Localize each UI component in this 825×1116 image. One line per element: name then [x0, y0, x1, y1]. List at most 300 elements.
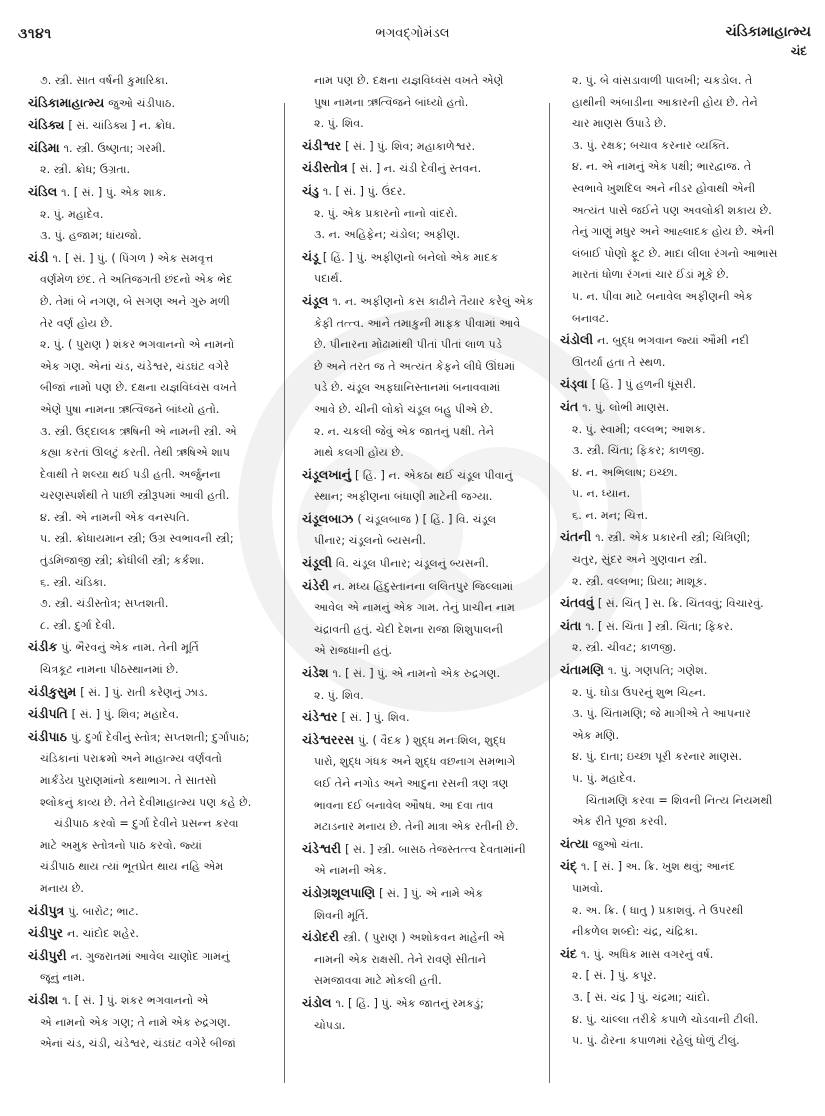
definition-text: ૭. સ્ત્રી. ચંડીસ્તોત્ર; સપ્તશતી.: [40, 597, 169, 611]
dictionary-entry-line: [560, 878, 810, 900]
definition-text: પું. દુર્ગા દેવીનું સ્તોત્ર; સપ્તશતી; દુર્ગાપાઠ;: [70, 730, 250, 744]
dictionary-entry-line: [28, 550, 276, 572]
dictionary-entry-line: [28, 572, 276, 594]
headword: ચંડૂલબાઝ: [302, 510, 354, 526]
dictionary-entry-line: [560, 419, 810, 441]
dictionary-entry-line: [560, 1009, 810, 1031]
definition-text: [ સં. ] પું. શિવ; મહાદેવ.: [71, 708, 179, 722]
dictionary-entry-line: [28, 70, 276, 92]
dictionary-entry-headline: [302, 838, 550, 861]
definition-text: [ હિં. ] પું. અફીણનો બનેલો એક માદક: [322, 250, 499, 264]
dictionary-entry-line: [28, 399, 276, 421]
definition-text: એક ગણ. એનાં ચંડ, ચંડેશ્વર, ચંડઘંટ વગેરે: [40, 359, 230, 373]
definition-text: [ સં. ] પું. શિવ.: [341, 711, 410, 725]
dictionary-entry-line: [28, 356, 276, 378]
dictionary-entry-line: [560, 440, 810, 462]
definition-text: ૧. [ હિં. ] પું. એક જાતનું રમકડું;: [335, 996, 484, 1010]
headword: ચંડીશ્વર: [302, 137, 342, 153]
dictionary-entry-line: [302, 773, 550, 795]
definition-text: ન. બુદ્ધ ભગવાન જ્યાં ઔમી નદી: [597, 334, 749, 348]
dictionary-entry-headline: [560, 943, 810, 966]
dictionary-entry-headline: [560, 659, 810, 682]
dictionary-entry-headline: [302, 246, 550, 269]
dictionary-entry-line: [302, 597, 550, 619]
dictionary-entry-headline: [560, 615, 810, 638]
dictionary-entry-line: [28, 313, 276, 335]
definition-text: હાથીની અંબાડીના આકારની હોય છે. તેને: [572, 95, 758, 109]
dictionary-entry-line: [28, 442, 276, 464]
dictionary-entry-line: [28, 593, 276, 615]
headword: ચંડૂ: [302, 248, 319, 264]
headword: ચંડૂલી: [302, 555, 332, 571]
dictionary-entry-headline: [302, 508, 550, 531]
definition-text: પામવો.: [572, 881, 604, 895]
dictionary-entry-headline: [28, 945, 276, 968]
dictionary-entry-headline: [560, 329, 810, 352]
dictionary-entry-line: [302, 399, 550, 421]
dictionary-entry-line: [28, 835, 276, 857]
definition-text: ૭. સ્ત્રી. સાત વર્ષની કુમારિકા.: [40, 74, 169, 87]
definition-text: [ સં. ચિંત્ ] સ. ક્રિ. ચિંતવવું; વિચારવું.: [597, 597, 764, 611]
definition-text: વિ. ચંડૂલ પીનાર; ચંડૂલનું બ્યસની.: [335, 557, 489, 571]
dictionary-entry-headline: [28, 181, 276, 204]
dictionary-entry-headline: [302, 926, 550, 949]
headword: ચંતામણિ: [560, 662, 604, 678]
definition-text: ૪. પું. દાતા; ઇચ્છા પૂરી કરનાર માણસ.: [572, 750, 742, 764]
definition-text: ૧. [ સં. ] પું. શંકર ભગવાનનો એ: [62, 993, 209, 1007]
dictionary-entry-headline: [302, 706, 550, 729]
dictionary-entry-headline: [302, 464, 550, 487]
definition-text: ૨. સ્ત્રી. ચીવટ; કાળજી.: [572, 641, 677, 655]
dictionary-entry-line: [560, 703, 810, 725]
dictionary-entry-line: [28, 269, 276, 291]
definition-text: એક રીતે પૂજા કરવી.: [572, 815, 668, 829]
dictionary-entry-line: [560, 811, 810, 833]
dictionary-entry-line: [28, 659, 276, 681]
dictionary-columns: [0, 70, 825, 1110]
definition-text: ૨. પું. શિવ.: [314, 688, 364, 702]
definition-text: ૩. સ્ત્રી. ચિંતા; ફિકર; કાળજી.: [572, 444, 705, 458]
dictionary-entry-headline: [302, 575, 550, 598]
dictionary-entry-line: [560, 921, 810, 943]
dictionary-entry-line: [28, 464, 276, 486]
dictionary-entry-line: [28, 377, 276, 399]
definition-text: જુઓ ચંડીપાઠ.: [108, 96, 175, 110]
definition-text: માટે અમુક સ્તોત્રનો પાઠ કરવો. જ્યાં: [40, 838, 202, 852]
dictionary-entry-line: [560, 571, 810, 593]
dictionary-entry-line: [302, 224, 550, 246]
definition-text: [ સં. ] ન. ચંડી દેવીનું સ્તવન.: [351, 162, 482, 176]
dictionary-entry-headline: [302, 992, 550, 1015]
headword: ચંડ્વા: [560, 376, 588, 392]
dictionary-entry-line: [560, 900, 810, 922]
definition-text: કહ્યા કરતાં ઊલટું કરતી. તેથી ઋષિએ શાપ: [40, 446, 231, 460]
dictionary-entry-headline: [560, 526, 810, 549]
dictionary-entry-headline: [28, 989, 276, 1012]
dictionary-entry-headline: [28, 922, 276, 945]
headword: ચંડિક્ય: [28, 117, 65, 133]
definition-text: શિવની મૂર્તિ.: [314, 908, 369, 922]
definition-text: માર્કંડેય પુરાણમાંનો કથાભાગ. તે સાતસો: [40, 774, 217, 787]
dictionary-entry-line: [302, 905, 550, 927]
definition-text: ૧. [ સં. ] પું. એક શાક.: [61, 185, 167, 199]
definition-text: એ રાજધાની હતું.: [314, 644, 392, 658]
definition-text: પારો, શુદ્ધ ગંધક અને શુદ્ધ વછનાગ સમભાગે: [314, 755, 516, 769]
dictionary-entry-line: [302, 92, 550, 114]
definition-text: ૧. પું. લોભી માણસ.: [582, 400, 670, 414]
dictionary-entry-line: [302, 1015, 550, 1037]
dictionary-entry-line: [560, 768, 810, 790]
dictionary-entry-headline: [28, 636, 276, 659]
definition-text: ૧. સ્ત્રી. ઉષ્ણતા; ગરમી.: [63, 141, 166, 155]
definition-text: [ સં. ચાંડિક્ય ] ન. ક્રોધ.: [68, 119, 176, 133]
definition-text: ૪. સ્ત્રી. એ નામની એક વનસ્પતિ.: [40, 510, 190, 524]
dictionary-entry-line: [560, 549, 810, 571]
dictionary-entry-line: [28, 334, 276, 356]
definition-text: સમજાવવા માટે મોકલી હતી.: [314, 974, 442, 988]
dictionary-entry-line: [28, 1033, 276, 1055]
definition-text: બનાવટ.: [572, 311, 610, 325]
dictionary-entry-line: [560, 352, 810, 374]
guide-word-last: ચંદ: [790, 44, 807, 58]
definition-text: એણે પુષા નામના ઋત્વિજને બાંધ્યો હતો.: [40, 402, 220, 416]
dictionary-entry-headline: [560, 592, 810, 615]
dictionary-entry-line: [302, 377, 550, 399]
dictionary-entry-line: [560, 987, 810, 1009]
definition-text: ૧. [ સં. ] અ. ક્રિ. ખુશ થવું; આનંદ: [581, 860, 736, 874]
definition-text: ૨. ન. ચકલી જેવું એક જાતનું પક્ષી. તેને: [314, 424, 495, 438]
dictionary-entry-headline: [28, 114, 276, 137]
dictionary-entry-headline: [560, 833, 810, 856]
definition-text: ચિત્રકૂટ નામના પીઠસ્થાનમાં છે.: [40, 663, 179, 677]
dictionary-entry-line: [302, 949, 550, 971]
definition-text: એક મણિ.: [572, 728, 619, 742]
dictionary-entry-headline: [302, 882, 550, 905]
dictionary-entry-line: [560, 790, 810, 812]
definition-text: ૩. પું. હજામ; ધાંયજો.: [40, 229, 142, 243]
definition-text: ૧. [ સં. ચિંતા ] સ્ત્રી. ચિંતા; ફિકર.: [585, 619, 734, 633]
definition-text: સ્વભાવે ખુશદિલ અને નીડર હોવાથી એની: [572, 181, 756, 195]
dictionary-entry-line: [28, 856, 276, 878]
dictionary-entry-headline: [28, 247, 276, 270]
definition-text: છે અને તરત જ તે અત્યંત કેફને લીધે ઊંઘમાં: [314, 359, 516, 373]
definition-text: છે. તેમાં બે નગણ, બે સગણ અને ગુરુ મળી: [40, 294, 230, 308]
definition-text: સ્ત્રી. ( પુરાણ ) અશોકવન માંહેની એ: [343, 931, 505, 945]
dictionary-entry-line: [302, 203, 550, 225]
definition-text: ૪. ન. અભિલાષ; ઇચ્છા.: [572, 465, 678, 479]
definition-text: કેફી તત્ત્વ. આને તમાકુની માફક પીવામાં આવે: [314, 316, 521, 330]
headword: ચંડૂલ: [302, 292, 329, 308]
dictionary-entry-line: [28, 878, 276, 900]
dictionary-entry-headline: [28, 681, 276, 704]
headword: ચંડીપતિ: [28, 706, 68, 722]
dictionary-entry-line: [560, 725, 810, 747]
column-middle: [302, 70, 550, 1036]
definition-text: ૩. ન. અહિફેન; ચંડોલ; અફીણ.: [314, 228, 460, 242]
definition-text: ૨. પું. બે વાંસડાવાળી પાલખી; ચકડોલ. તે: [572, 74, 753, 87]
dictionary-entry-line: [302, 685, 550, 707]
dictionary-entry-headline: [28, 726, 276, 749]
dictionary-entry-line: [560, 178, 810, 200]
dictionary-entry-line: [560, 1030, 810, 1052]
dictionary-entry-headline: [28, 900, 276, 923]
definition-text: પું. ( વૈદક ) શુદ્ધ મનઃશિલ, શુદ્ધ: [358, 733, 506, 747]
dictionary-entry-line: [560, 264, 810, 286]
column-right: [560, 70, 810, 1052]
headword: ચંદ: [560, 945, 577, 961]
dictionary-entry-headline: [28, 92, 276, 115]
headword: ચંત્યા: [560, 835, 589, 851]
definition-text: તુંડમિજાજી સ્ત્રી; ક્રોધીલી સ્ત્રી; કર્કશા.: [40, 554, 205, 568]
definition-text: દેવાથી તે શલ્યા થઈ પડી હતી. અર્જુનના: [40, 467, 221, 481]
definition-text: પીનાર; ચંડૂલનો બ્યસની.: [314, 534, 426, 548]
dictionary-entry-line: [560, 221, 810, 243]
definition-text: ૫. પું. ઢોરના કપાળમાં રહેલું ધોળું ટીલું.: [572, 1034, 740, 1048]
definition-text: ન. મધ્ય હિંદુસ્તાનના લલિતપુર જિલ્લામાં: [332, 579, 514, 593]
dictionary-entry-line: [28, 204, 276, 226]
dictionary-entry-line: [560, 70, 810, 92]
definition-text: એ નામની એક.: [314, 864, 387, 878]
definition-text: લઈ તેને નગોડ અને આદુના રસની ત્રણ ત્રણ: [314, 777, 509, 790]
definition-text: માથે કલગી હોય છે.: [314, 446, 404, 460]
dictionary-entry-line: [28, 967, 276, 989]
dictionary-entry-line: [302, 860, 550, 882]
dictionary-entry-headline: [302, 290, 550, 313]
headword: ચંડીપુત્ર: [28, 902, 65, 918]
dictionary-entry-line: [302, 442, 550, 464]
dictionary-entry-line: [560, 113, 810, 135]
dictionary-entry-line: [302, 530, 550, 552]
column-left: [28, 70, 276, 1055]
dictionary-entry-line: [28, 615, 276, 637]
dictionary-entry-line: [28, 225, 276, 247]
definition-text: તેર વર્ણ હોય છે.: [40, 316, 113, 330]
definition-text: આવેલ એ નામનું એક ગામ. તેનું પ્રાચીન નામ: [314, 601, 515, 615]
dictionary-entry-line: [560, 462, 810, 484]
definition-text: મારતાં ધોળા રંગનાં ચાર ઈંડાં મૂકે છે.: [572, 268, 729, 282]
dictionary-entry-line: [28, 291, 276, 313]
page-header: [0, 10, 825, 58]
dictionary-entry-line: [28, 421, 276, 443]
dictionary-entry-headline: [28, 137, 276, 160]
definition-text: ચંડિકાનાં પરાક્રમો અને માહાત્મ્ય વર્ણવતો: [40, 752, 222, 766]
dictionary-entry-line: [560, 156, 810, 178]
dictionary-entry-line: [302, 486, 550, 508]
definition-text: ચરણસ્પર્શથી તે પાછી સ્ત્રીરૂપમાં આવી હતી.: [40, 489, 230, 503]
headword: ચંડીક: [28, 639, 58, 655]
definition-text: ૨. પું. મહાદેવ.: [40, 207, 104, 221]
definition-text: [ સં. ] પું. એ નામે એક: [379, 886, 484, 900]
dictionary-entry-headline: [560, 373, 810, 396]
definition-text: ૨. [ સં. ] પું. કપૂર.: [572, 969, 657, 983]
definition-text: ૩. પું. ચિંતામણિ; જે માગીએ તે આપનાર: [572, 707, 751, 721]
dictionary-entry-headline: [560, 855, 810, 878]
headword: ચંડૂલખાનું: [302, 466, 351, 482]
dictionary-entry-line: [560, 243, 810, 265]
dictionary-entry-line: [302, 268, 550, 290]
headword: ચંડીશ: [28, 991, 59, 1007]
definition-text: ન. ગુજરાતમાં આવેલ ચાણોદ ગામનું: [70, 949, 230, 963]
dictionary-entry-line: [560, 135, 810, 157]
definition-text: પદાર્થ.: [314, 272, 343, 286]
definition-text: ચંદ્રાવતી હતું. ચેદી દેશના રાજા શિશુપાલની: [314, 622, 504, 636]
dictionary-entry-line: [302, 421, 550, 443]
definition-text: ભાવના દઈ બનાવેલ ઔષધ. આ દવા તાવ: [314, 798, 494, 812]
definition-text: ૧. [ સં. ] પું. ઉંદર.: [322, 184, 406, 198]
definition-text: ૧. ન. અફીણનો કસ કાઢીને તૈયાર કરેલું એક: [332, 294, 534, 308]
headword: ચંડિકામાહાત્મ્ય: [28, 94, 105, 110]
dictionary-entry-line: [28, 1012, 276, 1034]
dictionary-entry-line: [560, 746, 810, 768]
definition-text: જુઓ ચંતા.: [592, 837, 644, 851]
definition-text: ૨. પું. સ્વામી; વલ્લભ; આશક.: [572, 422, 706, 436]
definition-text: ૨. સ્ત્રી. વલ્લભા; પ્રિયા; માશૂક.: [572, 574, 708, 588]
dictionary-entry-line: [302, 795, 550, 817]
definition-text: અત્યંત પાસે જઈને પણ અવલોકી શકાય છે.: [572, 203, 772, 217]
definition-text: ૫. સ્ત્રી. ક્રોધાયમાન સ્ત્રી; ઉગ્ર સ્વભાવની સ્ત્રી;: [40, 532, 234, 546]
dictionary-entry-headline: [560, 396, 810, 419]
definition-text: નામ પણ છે. દક્ષના યજ્ઞવિધ્વંસ વખતે એણે: [314, 74, 504, 87]
definition-text: ૧. સ્ત્રી. એક પ્રકારની સ્ત્રી; ચિત્રિણી;: [595, 531, 751, 545]
dictionary-entry-line: [302, 970, 550, 992]
headword: ચંડીકુસુમ: [28, 683, 77, 699]
definition-text: છે. પીનારના મોઢામાંથી પીતાં પીતાં લાળ પડે: [314, 338, 502, 352]
definition-text: ન. ચાંદોદ શહેર.: [67, 927, 139, 941]
definition-text: ૫. પું. મહાદેવ.: [572, 772, 637, 785]
definition-text: [ સં. ] પું. રાતી કરેણનું ઝાડ.: [80, 685, 208, 699]
headword: ચંડોલ: [302, 994, 332, 1010]
definition-text: ૪. પું. ચાંલ્લા તરીકે કપાળે ચોડવાની ટીલી.: [572, 1012, 759, 1026]
headword: ચંતા: [560, 617, 582, 633]
headword: ચંડેશ: [302, 665, 329, 681]
definition-text: ૨. પું. એક પ્રકારનો નાનો વાંદરો.: [314, 206, 458, 220]
headword: ચંતની: [560, 529, 592, 545]
definition-text: [ હિં. ] ન. એકઠા થઈ ચંડૂલ પીવાનું: [354, 468, 513, 482]
dictionary-entry-line: [302, 640, 550, 662]
definition-text: ચોપડા.: [314, 1018, 346, 1032]
definition-text: પું. ભૈરવનું એક નામ. તેની મૂર્તિ: [61, 641, 199, 655]
definition-text: જૂનું નામ.: [40, 971, 86, 985]
guide-word-first: ચંડિકામાહાત્મ્ય: [725, 24, 811, 40]
definition-text: ૬. સ્ત્રી. ચંડિકા.: [40, 575, 107, 589]
definition-text: વર્ણમેળ છંદ. તે અતિજગતી છંદનો એક ભેદ: [40, 273, 233, 287]
definition-text: ૨. પું. શિવ.: [314, 117, 364, 131]
headword: ચંડુ: [302, 182, 319, 198]
headword: ચંડેશ્વર: [302, 709, 338, 725]
dictionary-entry-line: [560, 682, 810, 704]
definition-text: ૨. પું. ( પુરાણ ) શંકર ભગવાનનો એ નામનો: [40, 338, 235, 352]
headword: ચંદ્: [560, 858, 577, 874]
dictionary-entry-line: [28, 770, 276, 792]
definition-text: લંબાઈ પોણો ફૂટ છે. માદા લીલા રંગનો આભાસ: [572, 246, 778, 260]
definition-text: ૩. સ્ત્રી. ઉદ્દાલક ઋષિની એ નામની સ્ત્રી. એ: [40, 424, 237, 438]
headword: ચંત: [560, 398, 579, 414]
definition-text: ૨. સ્ત્રી. ક્રોધ; ઉગ્રતા.: [40, 163, 131, 177]
dictionary-entry-line: [560, 200, 810, 222]
dictionary-entry-line: [28, 528, 276, 550]
definition-text: ૨. અ. ક્રિ. ( ધાતુ ) પ્રકાશવું. તે ઉપરથી: [572, 903, 744, 917]
dictionary-entry-line: [560, 308, 810, 330]
definition-text: એ નામનો એક ગણ; તે નામે એક રુદ્રગણ.: [40, 1015, 231, 1029]
dictionary-entry-line: [302, 816, 550, 838]
definition-text: ચિંતામણિ કરવા = શિવની નિત્ય નિયમથી: [586, 793, 773, 807]
dictionary-entry-line: [560, 483, 810, 505]
headword: ચંડિલ: [28, 183, 58, 199]
dictionary-entry-line: [560, 637, 810, 659]
headword: ચંડીસ્તોત્ર: [302, 160, 348, 176]
dictionary-entry-line: [560, 505, 810, 527]
page-number: ૩૧૪૧: [18, 26, 52, 42]
dictionary-entry-line: [28, 792, 276, 814]
dictionary-entry-line: [302, 70, 550, 92]
dictionary-entry-line: [28, 507, 276, 529]
definition-text: ચાર માણસ ઉપાડે છે.: [572, 117, 667, 131]
definition-text: ચંડીપાઠ થાય ત્યાં ભૂતપ્રેત થાય નહિ એમ: [40, 860, 224, 874]
headword: ચંડિમા: [28, 139, 60, 155]
headword: ચંડી: [28, 249, 49, 265]
dictionary-entry-line: [302, 356, 550, 378]
definition-text: પુષા નામના ઋત્વિજને બાંધ્યો હતો.: [314, 95, 469, 109]
definition-text: ૨. પું. ઘોડા ઉપરનું શુભ ચિહ્ન.: [572, 685, 706, 699]
dictionary-entry-line: [302, 619, 550, 641]
definition-text: ૩. [ સં. ચંદ્ર ] પું. ચંદ્રમા; ચાંદો.: [572, 990, 710, 1004]
definition-text: ૧. [ સં. ] પું. ( પિંગળ ) એક સમવૃત્ત: [52, 251, 214, 265]
definition-text: [ સં. ] પું. શિવ; મહાકાળેશ્વર.: [345, 139, 476, 153]
definition-text: ( ચંડૂલબાજ ) [ હિં. ] વિ. ચંડૂલ: [357, 512, 497, 526]
definition-text: [ હિં. ] પું હળની ધૂંસરી.: [591, 378, 697, 392]
dictionary-entry-line: [560, 286, 810, 308]
book-title: ભગવદ્ગોમંડલ: [375, 26, 450, 41]
dictionary-entry-headline: [302, 729, 550, 752]
definition-text: પું. બારોટ; ભાટ.: [68, 904, 139, 918]
dictionary-entry-headline: [28, 703, 276, 726]
definition-text: નીકળેલ શબ્દો: ચંદ્ર, ચંદ્રિકા.: [572, 925, 698, 939]
definition-text: ૩. પું. રક્ષક; બચાવ કરનાર વ્યક્તિ.: [572, 138, 730, 152]
dictionary-entry-headline: [302, 662, 550, 685]
dictionary-entry-headline: [302, 157, 550, 180]
definition-text: [ સં. ] સ્ત્રી. બાસઠ તેજસ્તત્ત્વ દેવતામાંની: [345, 842, 526, 856]
headword: ચંડોલી: [560, 332, 594, 348]
definition-text: ઊતર્યા હતા તે સ્થળ.: [572, 355, 666, 369]
definition-text: સ્થાન; અફીણના બંધાણી માટેની જગ્યા.: [314, 490, 493, 504]
headword: ચંડોદરી: [302, 929, 340, 945]
dictionary-entry-line: [560, 965, 810, 987]
definition-text: ૪. ન. એ નામનું એક પક્ષી; ભારદ્વાજ. તે: [572, 160, 752, 174]
definition-text: ૫. ન. પીવા માટે બનાવેલ અફીણની એક: [572, 289, 753, 303]
dictionary-entry-line: [302, 113, 550, 135]
definition-text: ચતુર, સુંદર અને ગુણવાન સ્ત્રી.: [572, 553, 707, 567]
dictionary-entry-line: [302, 751, 550, 773]
headword: ચંડીપુર: [28, 925, 64, 941]
definition-text: નામની એક રાક્ષસી. તેને રાવણે સીતાને: [314, 952, 487, 966]
headword: ચંડેશ્વરી: [302, 840, 342, 856]
definition-text: બીજાં નામો પણ છે. દક્ષના યજ્ઞવિધ્વંસ વખતે: [40, 381, 237, 395]
dictionary-entry-line: [28, 159, 276, 181]
definition-text: આવે છે. ચીની લોકો ચંડૂલ બહુ પીએ છે.: [314, 402, 493, 416]
definition-text: તેનું ગાણું મધુર અને આહ્લાદક હોય છે. એની: [572, 225, 775, 239]
headword: ચંડેરી: [302, 577, 329, 593]
dictionary-entry-line: [28, 813, 276, 835]
headword: ચંડીપુરી: [28, 947, 67, 963]
headword: ચંતવવું: [560, 595, 594, 611]
definition-text: ૬. ન. મન; ચિત્ત.: [572, 508, 648, 522]
headword: ચંડોગ્રશૂલપાણિ: [302, 884, 376, 900]
dictionary-entry-line: [28, 748, 276, 770]
dictionary-entry-line: [28, 485, 276, 507]
dictionary-entry-line: [560, 92, 810, 114]
dictionary-entry-headline: [302, 135, 550, 158]
dictionary-entry-line: [302, 313, 550, 335]
